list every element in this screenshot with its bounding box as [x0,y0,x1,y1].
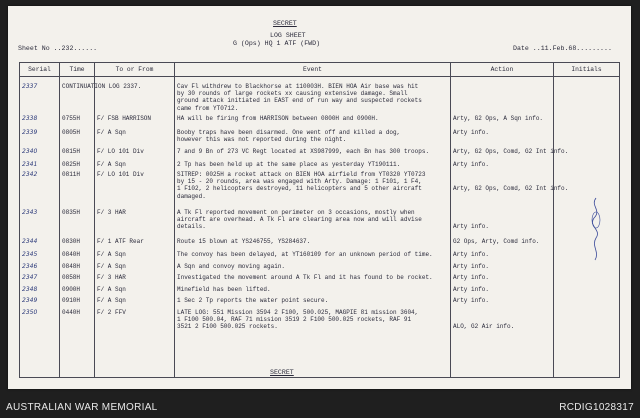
row-to-or-from: F/ A Sqn [97,286,126,293]
col-time: Time [60,63,95,77]
row-event: A Tk Fl reported movement on perimeter on 3 occasions, mostly when aircraft are overhead. A Tk Fl are clearing area now and will advise details. [177,209,422,231]
row-serial: 2343 [22,209,38,216]
row-event: 7 and 9 Bn of 273 VC Regt located at XS987999, each Bn has 300 troops. [177,148,430,155]
col-event: Event [175,63,451,77]
row-time: 0848H [62,263,81,270]
row-action: Arty info. [453,286,490,293]
row-event: SITREP: 0025H a rocket attack on BIEN HOA airfield from YT0320 YT0723 by 15 - 20 rounds, area was engaged with Arty. Damage: 1 F101, 1 F4, 1 F102, 2 helicopters destroyed, 11 helicopters and 5 other aircraft damaged. [177,171,426,200]
secret-bottom: SECRET [270,369,294,376]
row-serial: 2338 [22,115,38,122]
row-to-or-from: F/ 1 ATF Rear [97,238,144,245]
row-serial: 2342 [22,171,38,178]
row-to-or-from: F/ A Sqn [97,129,126,136]
row-time: 0835H [62,209,81,216]
footer-record-id: RCDIG1028317 [559,402,634,413]
row-event: HA will be firing from HARRISON between 0800H and 0900H. [177,115,379,122]
row-action: Arty info. [453,274,490,281]
row-to-or-from: F/ A Sqn [97,251,126,258]
row-serial: 2341 [22,161,38,168]
col-serial: Serial [20,63,60,77]
row-time: 0830H [62,238,81,245]
row-action: G2 Ops, Arty, Comd info. [453,238,540,245]
row-time: 0815H [62,148,81,155]
row-to-or-from: F/ 3 HAR [97,209,126,216]
row-event: A Sqn and convoy moving again. [177,263,286,270]
row-time: CONTINUATION LOG 2337. [62,83,142,90]
row-serial: 2350 [22,309,38,316]
secret-top: SECRET [273,20,297,27]
row-serial: 2344 [22,238,38,245]
row-action: ALO, G2 Air info. [453,323,515,331]
row-event: Cav Fl withdrew to Blackhorse at 110003H. BIEN HOA Air base was hit by 30 rounds of large rockets xx causing extensive damage. Small ground attack initiated in EAST end of run way and suspected rockets came from YT0712. [177,83,422,112]
row-to-or-from: F/ LO 101 Div [97,148,144,155]
row-action: Arty, G2 Ops, Comd, G2 Int info. [453,185,569,193]
log-sheet-paper [8,6,631,389]
title-line2: G (Ops) HQ 1 ATF (FWD) [233,40,321,47]
row-serial: 2348 [22,286,38,293]
row-serial: 2337 [22,83,38,90]
row-time: 0825H [62,161,81,168]
row-time: 0840H [62,251,81,258]
row-event: LATE LOG: 551 Mission 3594 2 F100, 500.025, MAGPIE 81 mission 3604, 1 F100 500.04, RAF 71 mission 3519 2 F100 500.025 rockets, RAF 91 3521 2 F100 500.025 rockets. [177,309,419,331]
row-event: 2 Tp has been held up at the same place as yesterday YT190111. [177,161,401,168]
row-to-or-from: F/ FSB HARRISON [97,115,152,122]
row-action: Arty info. [453,251,490,258]
row-time: 0440H [62,309,81,316]
row-to-or-from: F/ 3 HAR [97,274,126,281]
row-serial: 2347 [22,274,38,281]
row-time: 0755H [62,115,81,122]
footer-bar [0,398,640,418]
row-to-or-from: F/ LO 101 Div [97,171,144,178]
col-initials: Initials [554,63,620,77]
row-event: Booby traps have been disarmed. One went off and killed a dog, however this was not reported during the night. [177,129,401,144]
handwritten-initials-scribble [586,196,606,266]
row-action: Arty info. [453,263,490,270]
row-serial: 2339 [22,129,38,136]
row-time: 0910H [62,297,81,304]
row-to-or-from: F/ 2 FFV [97,309,126,316]
sheet-number: Sheet No ..232...... [18,45,98,52]
row-event: Investigated the movement around A Tk Fl and it has found to be rocket. [177,274,433,281]
row-to-or-from: F/ A Sqn [97,161,126,168]
row-time: 0805H [62,129,81,136]
row-serial: 2349 [22,297,38,304]
row-serial: 2345 [22,251,38,258]
row-serial: 2340 [22,148,38,155]
row-event: Route 15 blown at YS246755, YS284637. [177,238,311,245]
date-label: Date ..11.Feb.68......... [513,45,612,52]
row-action: Arty info. [453,129,490,136]
row-to-or-from: F/ A Sqn [97,263,126,270]
row-event: Minefield has been lifted. [177,286,271,293]
col-to-or-from: To or From [95,63,175,77]
footer-institution: AUSTRALIAN WAR MEMORIAL [6,402,158,413]
row-time: 0811H [62,171,81,178]
log-entries [19,6,619,389]
row-event: The convoy has been delayed, at YT160109 for an unknown period of time. [177,251,433,258]
row-event: 1 Sec 2 Tp reports the water point secure. [177,297,329,304]
row-to-or-from: F/ A Sqn [97,297,126,304]
row-time: 0858H [62,274,81,281]
row-action: Arty, G2 Ops, A Sqn info. [453,115,544,122]
row-serial: 2346 [22,263,38,270]
row-action: Arty info. [453,161,490,168]
row-action: Arty info. [453,297,490,304]
col-action: Action [451,63,554,77]
row-action: Arty info. [453,223,490,231]
row-action: Arty, G2 Ops, Comd, G2 Int info. [453,148,569,155]
row-time: 0900H [62,286,81,293]
title-line1: LOG SHEET [270,32,306,39]
